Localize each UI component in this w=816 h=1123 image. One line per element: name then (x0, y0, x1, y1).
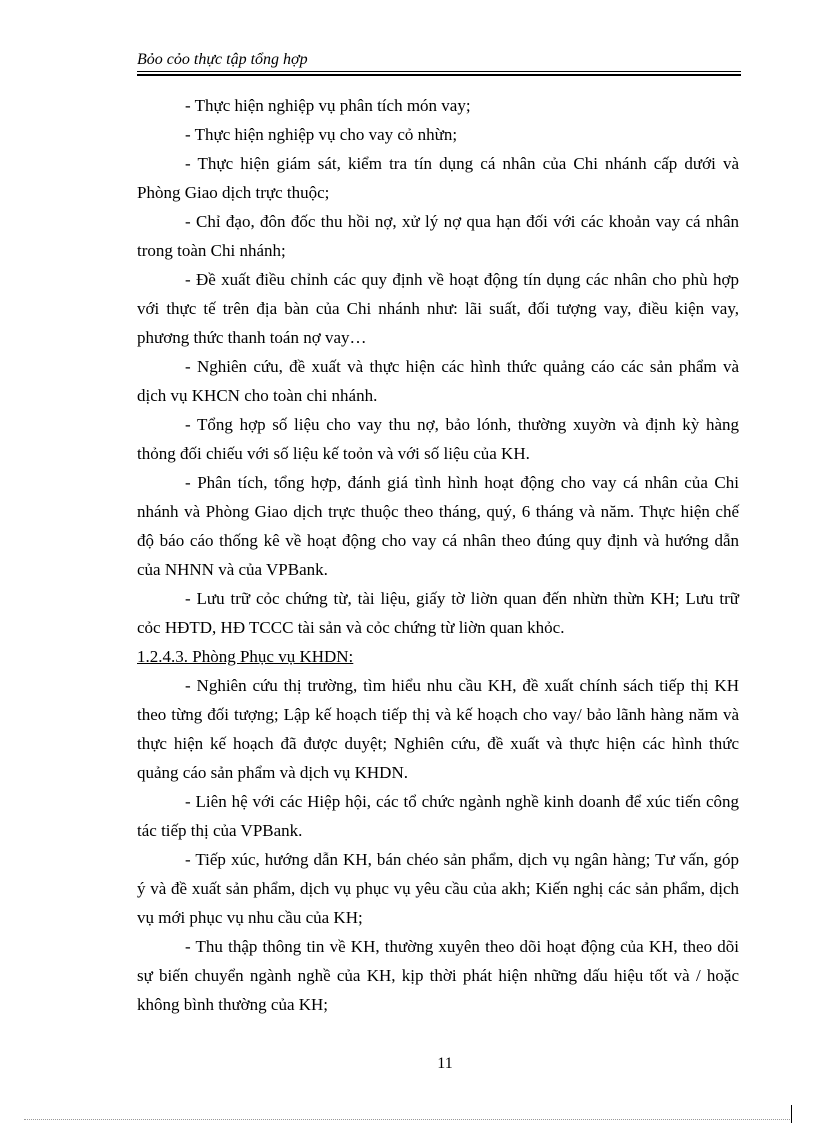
page-number: 11 (437, 1055, 453, 1072)
paragraph: - Lưu trữ cỏc chứng từ, tài liệu, giấy tờ liờn quan đến nhừn thừn KH; Lưu trữ cỏc HĐTD, HĐ TCCC tài sản và cỏc chứng từ liờn quan khỏc. (137, 589, 739, 637)
paragraph: - Thực hiện nghiệp vụ cho vay cỏ nhừn; (185, 125, 458, 144)
paragraph: - Phân tích, tổng hợp, đánh giá tình hình hoạt động cho vay cá nhân của Chi nhánh và Phòng Giao dịch trực thuộc theo tháng, quý, 6 tháng và năm. Thực hiện chế độ báo cáo thống kê về hoạt động cho vay cá nhân theo đúng quy định và hướng dẫn của NHNN và của VPBank. (137, 473, 739, 579)
page-border-bottom (24, 1119, 792, 1120)
paragraph: - Nghiên cứu thị trường, tìm hiểu nhu cầu KH, đề xuất chính sách tiếp thị KH theo từng đối tượng; Lập kế hoạch tiếp thị và kế hoạch cho vay/ bảo lãnh hàng năm và thực hiện kế hoạch đã được duyệt; Nghiên cứu, đề xuất và thực hiện các hình thức quảng cáo sản phẩm và dịch vụ KHDN. (137, 676, 739, 782)
paragraph: - Thu thập thông tin về KH, thường xuyên theo dõi hoạt động của KH, theo dõi sự biến chuyển ngành nghề của KH, kịp thời phát hiện những dấu hiệu tốt và / hoặc không bình thường của KH; (137, 937, 739, 1014)
paragraph: - Đề xuất điều chỉnh các quy định về hoạt động tín dụng các nhân cho phù hợp với thực tế trên địa bàn của Chi nhánh như: lãi suất, đối tượng vay, điều kiện vay, phương thức thanh toán nợ vay… (137, 270, 739, 347)
page-border-right (791, 1105, 792, 1123)
paragraph: - Thực hiện nghiệp vụ phân tích món vay; (185, 96, 471, 115)
paragraph: - Tổng hợp số liệu cho vay thu nợ, bảo lónh, thường xuyờn và định kỳ hàng thỏng đối chiếu với số liệu kế toỏn và với số liệu của KH. (137, 415, 739, 463)
running-header: Bỏo cỏo thực tập tổng hợp (137, 51, 308, 68)
paragraph: - Tiếp xúc, hướng dẫn KH, bán chéo sản phẩm, dịch vụ ngân hàng; Tư vấn, góp ý và đề xuất sản phẩm, dịch vụ phục vụ yêu cầu của akh; Kiến nghị các sản phẩm, dịch vụ mới phục vụ nhu cầu của KH; (137, 850, 739, 927)
paragraph: - Liên hệ với các Hiệp hội, các tổ chức ngành nghề kinh doanh để xúc tiến công tác tiếp thị của VPBank. (137, 792, 739, 840)
paragraph: - Chỉ đạo, đôn đốc thu hồi nợ, xử lý nợ qua hạn đối với các khoản vay cá nhân trong toàn Chi nhánh; (137, 212, 739, 260)
paragraph: - Nghiên cứu, đề xuất và thực hiện các hình thức quảng cáo các sản phẩm và dịch vụ KHCN cho toàn chi nhánh. (137, 357, 739, 405)
paragraph: - Thực hiện giám sát, kiểm tra tín dụng cá nhân của Chi nhánh cấp dưới và Phòng Giao dịch trực thuộc; (137, 154, 739, 202)
body-text (137, 91, 739, 1019)
header-rule-thin (137, 71, 741, 72)
section-heading: 1.2.4.3. Phòng Phục vụ KHDN: (137, 647, 354, 666)
header-rule-thick (137, 74, 741, 76)
